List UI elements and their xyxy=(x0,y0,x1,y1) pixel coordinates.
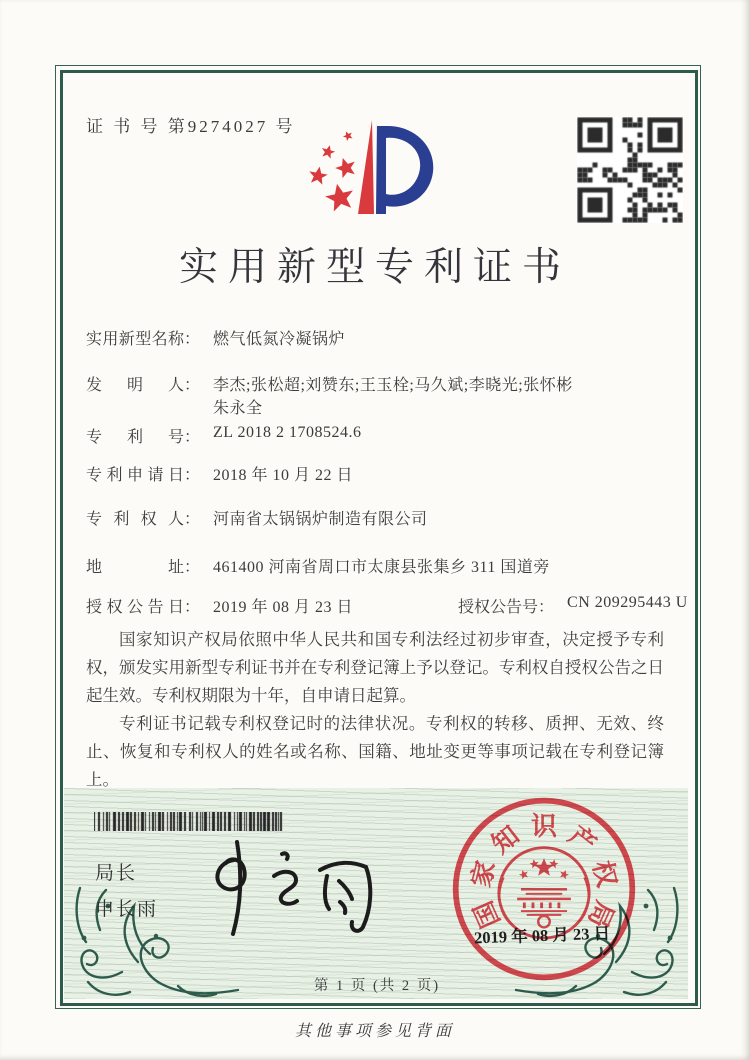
field-label: 发明人 xyxy=(86,377,184,394)
seal-date: 2019 年 08 月 23 日 xyxy=(473,923,611,948)
field-grant-number xyxy=(458,594,688,617)
cnipa-logo-icon xyxy=(296,110,464,236)
seal-char: 产 xyxy=(563,820,602,860)
field-value: 燃气低氮冷凝锅炉 xyxy=(213,331,346,348)
field-label: 授权公告日 xyxy=(86,599,184,616)
qr-code xyxy=(577,117,683,223)
field-patent-number xyxy=(86,424,361,447)
field-patentee xyxy=(86,506,428,529)
field-value: CN 209295443 U xyxy=(567,594,688,611)
field-value: 2019 年 08 月 23 日 xyxy=(213,599,354,616)
field-label: 专利权人 xyxy=(86,511,184,528)
field-value: ZL 2018 2 1708524.6 xyxy=(213,424,362,441)
barcode xyxy=(94,812,286,831)
cnipa-red-seal-icon xyxy=(448,793,640,985)
field-value: 2018 年 10 月 22 日 xyxy=(213,467,354,484)
field-value: 河南省太锅锅炉制造有限公司 xyxy=(213,511,428,528)
inventors-line2: 朱永全 xyxy=(213,400,263,417)
field-value xyxy=(213,372,573,418)
legal-paragraph-1: 国家知识产权局依照中华人民共和国专利法经过初步审查，决定授予专利权，颁发实用新型专利证书并在专利登记簿上予以登记。专利权自授权公告之日起生效。专利权期限为十年，自申请日起算。 xyxy=(86,630,664,705)
field-colon: ： xyxy=(184,599,201,616)
field-label: 实用新型名称 xyxy=(86,331,184,348)
certificate-title: 实用新型专利证书 xyxy=(178,246,571,289)
field-label: 地址 xyxy=(86,559,184,576)
legal-text xyxy=(86,626,664,794)
seal-char: 识 xyxy=(531,812,557,842)
field-label: 专利号 xyxy=(86,429,184,446)
back-note: 其他事项参见背面 xyxy=(294,1023,455,1040)
page-number: 第 1 页 (共 2 页) xyxy=(313,978,441,994)
legal-paragraph-2: 专利证书记载专利权登记时的法律状况。专利权的转移、质押、无效、终止、恢复和专利权人的姓名或名称、国籍、地址变更等事项记载在专利登记簿上。 xyxy=(86,714,664,789)
field-colon: ： xyxy=(184,429,201,446)
field-label: 专利申请日 xyxy=(86,467,184,484)
field-colon: ： xyxy=(184,467,201,484)
field-colon: ： xyxy=(184,331,201,348)
field-grant-date-row xyxy=(86,594,688,617)
field-address xyxy=(86,554,550,577)
field-colon: ： xyxy=(538,599,555,616)
field-label: 授权公告号 xyxy=(458,599,539,616)
shen-changyu-signature-icon xyxy=(188,836,402,940)
field-utility-model-name xyxy=(86,326,345,349)
seal-char: 家 xyxy=(466,857,501,891)
commissioner-title: 局长 xyxy=(95,863,138,884)
seal-char: 局 xyxy=(582,896,620,933)
field-filing-date xyxy=(86,462,353,485)
field-colon: ： xyxy=(184,377,201,394)
seal-char: 国 xyxy=(468,896,506,933)
inventors-line1: 李杰;张松超;刘赞东;王玉栓;马久斌;李晓光;张怀彬 xyxy=(213,377,573,394)
field-colon: ： xyxy=(184,559,201,576)
commissioner-name: 申长雨 xyxy=(95,899,159,920)
certificate-number: 证 书 号 第9274027 号 xyxy=(86,117,296,136)
field-value: 461400 河南省周口市太康县张集乡 311 国道旁 xyxy=(213,559,550,576)
seal-char: 知 xyxy=(486,820,525,860)
field-inventors xyxy=(86,372,573,418)
field-colon: ： xyxy=(184,511,201,528)
seal-char: 权 xyxy=(587,857,622,891)
